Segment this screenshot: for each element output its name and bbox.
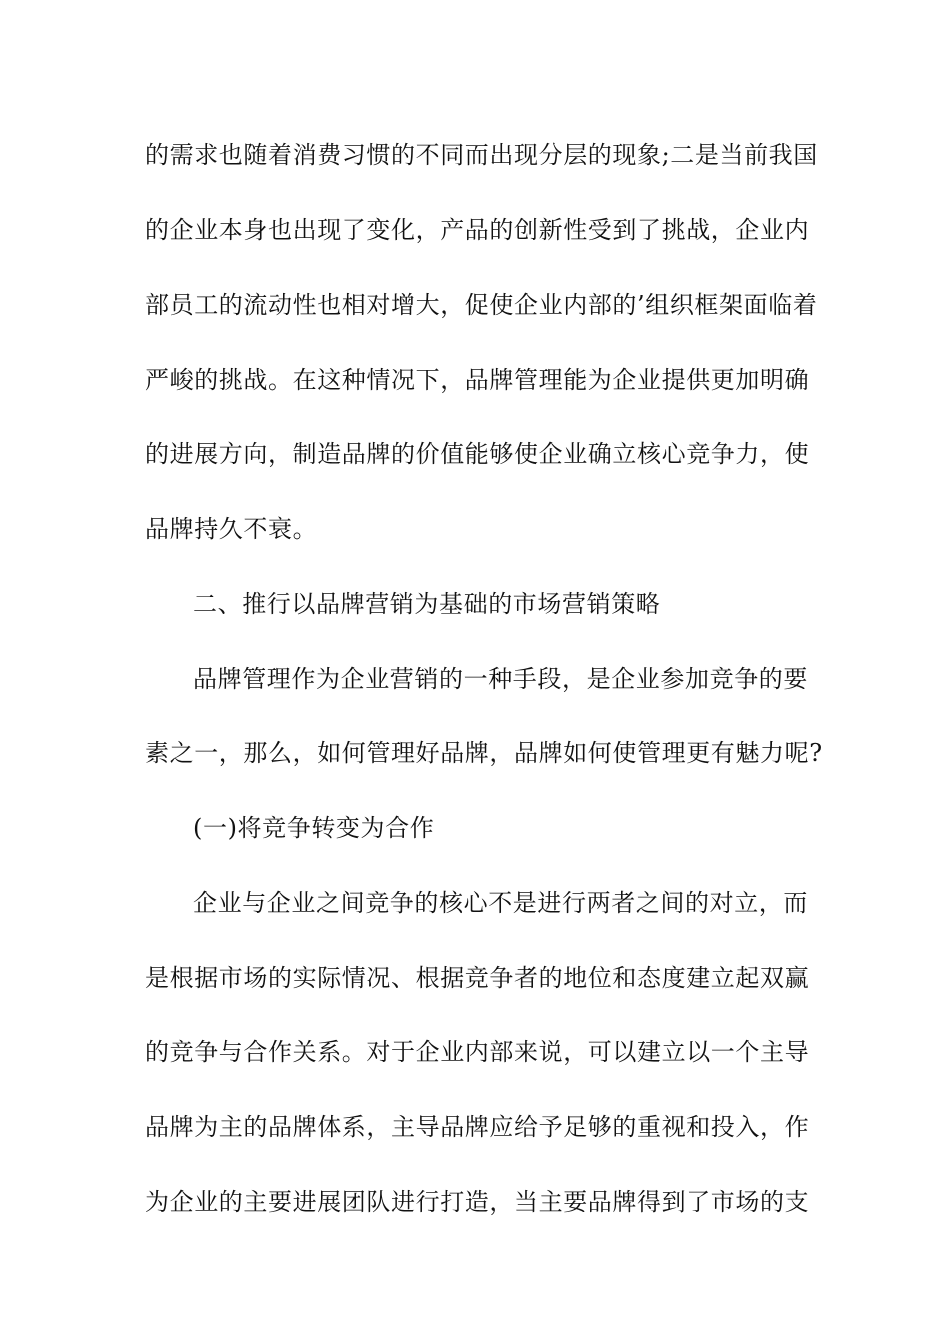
text-line: 为企业的主要进展团队进行打造，当主要品牌得到了市场的支 xyxy=(145,1188,810,1216)
section-heading: 二、推行以品牌营销为基础的市场营销策略 xyxy=(193,590,661,618)
text-line: 的进展方向，制造品牌的价值能够使企业确立核心竞争力，使 xyxy=(145,440,810,468)
text-line: 的企业本身也出现了变化，产品的创新性受到了挑战，企业内 xyxy=(145,216,810,244)
paragraph-start-line: 品牌管理作为企业营销的一种手段，是企业参加竞争的要 xyxy=(193,665,808,693)
text-line: 品牌为主的品牌体系，主导品牌应给予足够的重视和投入，作 xyxy=(145,1113,810,1141)
text-line: 是根据市场的实际情况、根据竞争者的地位和态度建立起双赢 xyxy=(145,964,810,992)
text-line: 品牌持久不衰。 xyxy=(145,515,318,543)
text-line: 的竞争与合作关系。对于企业内部来说，可以建立以一个主导 xyxy=(145,1038,810,1066)
subsection-heading: (一)将竞争转变为合作 xyxy=(193,814,435,842)
text-line: 严峻的挑战。在这种情况下，品牌管理能为企业提供更加明确 xyxy=(145,366,810,394)
paragraph-start-line: 企业与企业之间竞争的核心不是进行两者之间的对立，而 xyxy=(193,889,808,917)
text-line: 的需求也随着消费习惯的不同而出现分层的现象;二是当前我国 xyxy=(145,141,818,169)
text-line: 素之一，那么，如何管理好品牌，品牌如何使管理更有魅力呢? xyxy=(145,739,823,767)
text-line: 部员工的流动性也相对增大，促使企业内部的’组织框架面临着 xyxy=(145,291,818,319)
